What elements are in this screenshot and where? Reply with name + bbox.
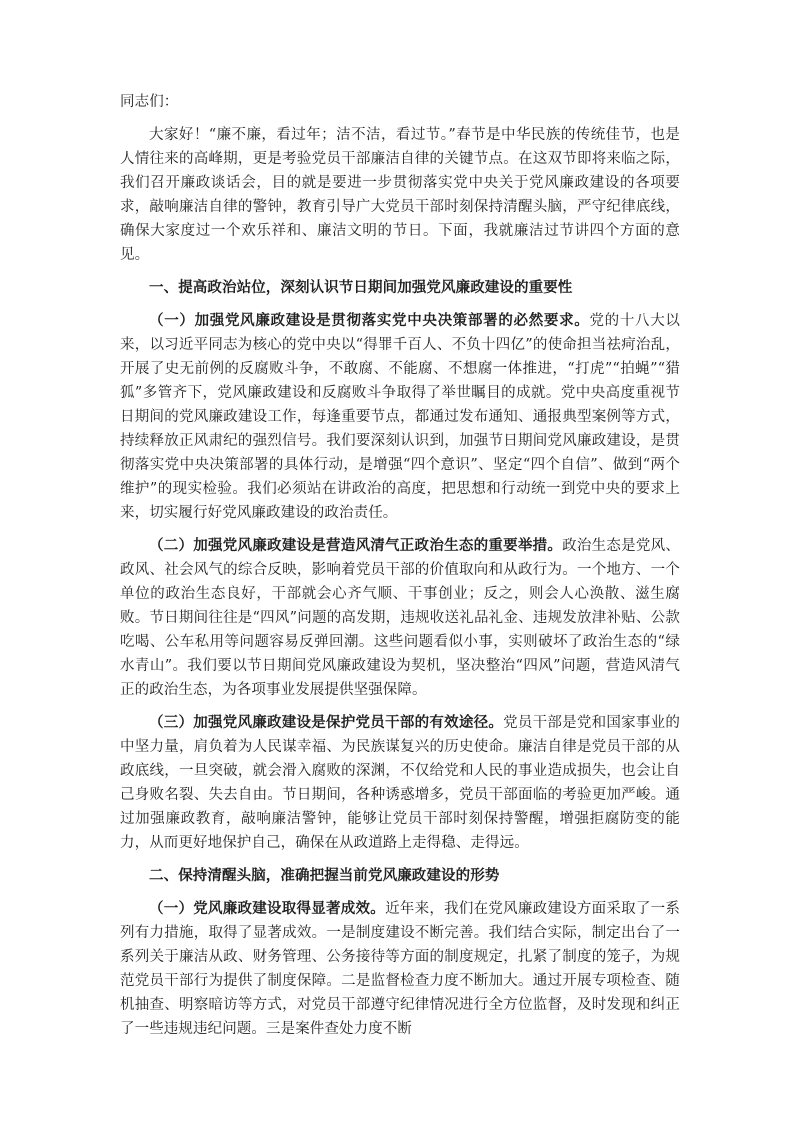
section-2-item-1 (120, 897, 680, 1041)
section-2-item-1-text: 近年来，我们在党风廉政建设方面采取了一系列有力措施，取得了显著成效。一是制度建设不断完善。我们结合实际，制定出台了一系列关于廉洁从政、财务管理、公务接待等方面的制度规定，扎紧了制度的笼子，为规范党员干部行为提供了制度保障。二是监督检查力度不断加大。通过开展专项检查、随机抽查、明察暗访等方式，对党员干部遵守纪律情况进行全方位监督，及时发现和纠正了一些违规违纪问题。三是案件查处力度不断 (120, 901, 680, 1037)
section-1-item-3 (120, 711, 680, 855)
section-1-item-3-text: 党员干部是党和国家事业的中坚力量，肩负着为人民谋幸福、为民族谋复兴的历史使命。廉洁自律是党员干部的从政底线，一旦突破，就会滑入腐败的深渊，不仅给党和人民的事业造成损失，也会让自己身败名裂、失去自由。节日期间，各种诱惑增多，党员干部面临的考验更加严峻。通过加强廉政教育，敲响廉洁警钟，能够让党员干部时刻保持警醒，增强拒腐防变的能力，从而更好地保护自己，确保在从政道路上走得稳、走得远。 (120, 715, 680, 851)
intro-paragraph: 大家好！“廉不廉，看过年；洁不洁，看过节。”春节是中华民族的传统佳节，也是人情往来的高峰期，更是考验党员干部廉洁自律的关键节点。在这双节即将来临之际，我们召开廉政谈话会，目的就是要进一步贯彻落实党中央关于党风廉政建设的各项要求，敲响廉洁自律的警钟，教育引导广大党员干部时刻保持清醒头脑，严守纪律底线，确保大家度过一个欢乐祥和、廉洁文明的节日。下面，我就廉洁过节讲四个方面的意见。 (120, 127, 680, 263)
document-body (120, 90, 680, 1050)
section-1-item-1-text: 党的十八大以来，以习近平同志为核心的党中央以“得罪千百人、不负十四亿”的使命担当祛疴治乱，开展了史无前例的反腐败斗争，不敢腐、不能腐、不想腐一体推进，“打虎”“拍蝇”“猎狐”多管齐下，党风廉政建设和反腐败斗争取得了举世瞩目的成就。党中央高度重视节日期间的党风廉政建设工作，每逢重要节点，都通过发布通知、通报典型案例等方式，持续释放正风肃纪的强烈信号。我们要深刻认识到，加强节日期间党风廉政建设，是贯彻落实党中央决策部署的具体行动，是增强“四个意识”、坚定“四个自信”、做到“两个维护”的现实检验。我们必须站在讲政治的高度，把思想和行动统一到党中央的要求上来，切实履行好党风廉政建设的政治责任。 (120, 313, 680, 521)
section-2-heading: 二、保持清醒头脑，准确把握当前党风廉政建设的形势 (149, 867, 500, 884)
section-2-item-1-lead: （一）党风廉政建设取得显著成效。 (149, 900, 386, 917)
section-1-item-2 (120, 534, 680, 702)
section-1-item-2-lead: （二）加强党风廉政建设是营造风清气正政治生态的重要举措。 (149, 537, 563, 554)
section-1-item-3-lead: （三）加强党风廉政建设是保护党员干部的有效途径。 (149, 714, 504, 731)
section-1-item-2-text: 政治生态是党风、政风、社会风气的综合反映，影响着党员干部的价值取向和从政行为。一个地方、一个单位的政治生态良好，干部就会心齐气顺、干事创业；反之，则会人心涣散、滋生腐败。节日期间往往是“四风”问题的高发期，违规收送礼品礼金、违规发放津补贴、公款吃喝、公车私用等问题容易反弹回潮。这些问题看似小事，实则破坏了政治生态的“绿水青山”。我们要以节日期间党风廉政建设为契机，坚决整治“四风”问题，营造风清气正的政治生态，为各项事业发展提供坚强保障。 (120, 538, 680, 698)
section-1-item-1 (120, 309, 680, 525)
section-1-item-1-lead: （一）加强党风廉政建设是贯彻落实党中央决策部署的必然要求。 (149, 312, 590, 329)
section-1-heading: 一、提高政治站位，深刻认识节日期间加强党风廉政建设的重要性 (149, 279, 573, 296)
salutation: 同志们： (120, 94, 179, 110)
